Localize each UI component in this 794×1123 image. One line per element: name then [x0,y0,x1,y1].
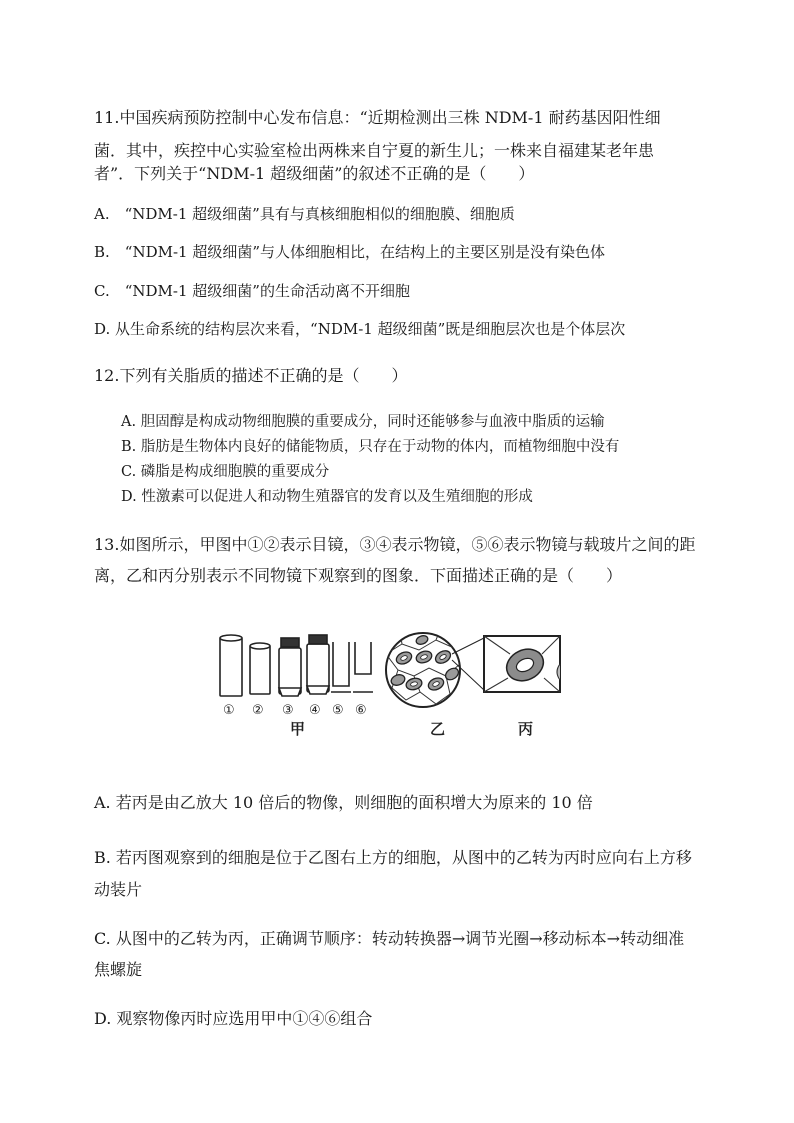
objective-4 [307,644,329,692]
q13-stem-line2: 离，乙和丙分别表示不同物镜下观察到的图象．下面描述正确的是（ ） [94,566,623,585]
q13-option-b-line1: B. 若丙图观察到的细胞是位于乙图右上方的细胞，从图中的乙转为丙时应向右上方移 [94,848,692,867]
q11-stem-line1: 11.中国疾病预防控制中心发布信息：“近期检测出三株 NDM-1 耐药基因阳性细 [94,108,661,127]
q13-option-a: A. 若丙是由乙放大 10 倍后的物像，则细胞的面积增大为原来的 10 倍 [94,793,593,812]
distance-6 [355,642,371,674]
q11-option-b: B. “NDM-1 超级细菌”与人体细胞相比，在结构上的主要区别是没有染色体 [94,243,606,261]
q13-option-d: D. 观察物像丙时应选用甲中①④⑥组合 [94,1009,373,1028]
q12-stem: 12.下列有关脂质的描述不正确的是（ ） [94,366,408,385]
q11-option-a: A. “NDM-1 超级细菌”具有与真核细胞相似的细胞膜、细胞质 [94,205,515,223]
figure-bing [484,636,560,692]
figure-yi [382,630,484,707]
q13-option-c-line2: 焦螺旋 [94,960,143,979]
q12-option-c: C. 磷脂是构成细胞膜的重要成分 [121,464,330,480]
q13-option-b-line2: 动装片 [94,880,143,899]
q13-stem-line1: 13.如图所示，甲图中①②表示目镜，③④表示物镜，⑤⑥表示物镜与载玻片之间的距 [94,535,696,554]
objective-3 [279,648,301,694]
q13-option-c-line1: C. 从图中的乙转为丙，正确调节顺序：转动转换器→调节光圈→移动标本→转动细准 [94,929,685,948]
distance-5 [333,642,349,686]
number-1: ① [223,703,235,718]
q12-option-a: A. 胆固醇是构成动物细胞膜的重要成分，同时还能够参与血液中脂质的运输 [121,414,605,430]
q12-option-d: D. 性激素可以促进人和动物生殖器官的发育以及生殖细胞的形成 [121,489,533,505]
number-3: ③ [282,703,294,718]
label-bing: 丙 [518,720,534,738]
number-6: ⑥ [355,703,367,718]
eyepiece-1 [220,638,242,696]
q11-stem-line3: 者”．下列关于“NDM-1 超级细菌”的叙述不正确的是（ ） [94,164,535,183]
q12-option-b: B. 脂肪是生物体内良好的储能物质，只存在于动物的体内，而植物细胞中没有 [121,439,620,455]
q11-option-d: D. 从生命系统的结构层次来看，“NDM-1 超级细菌”既是细胞层次也是个体层次 [94,320,626,338]
number-5: ⑤ [332,703,344,718]
number-4: ④ [309,703,321,718]
number-2: ② [252,703,264,718]
label-jia: 甲 [290,720,306,738]
microscope-figure [214,624,566,744]
q11-option-c: C. “NDM-1 超级细菌”的生命活动离不开细胞 [94,282,410,300]
figure-jia [220,635,373,696]
eyepiece-2 [250,646,270,694]
q11-stem-line2: 菌．其中，疾控中心实验室检出两株来自宁夏的新生儿；一株来自福建某老年患 [94,141,655,160]
label-yi: 乙 [430,720,446,738]
